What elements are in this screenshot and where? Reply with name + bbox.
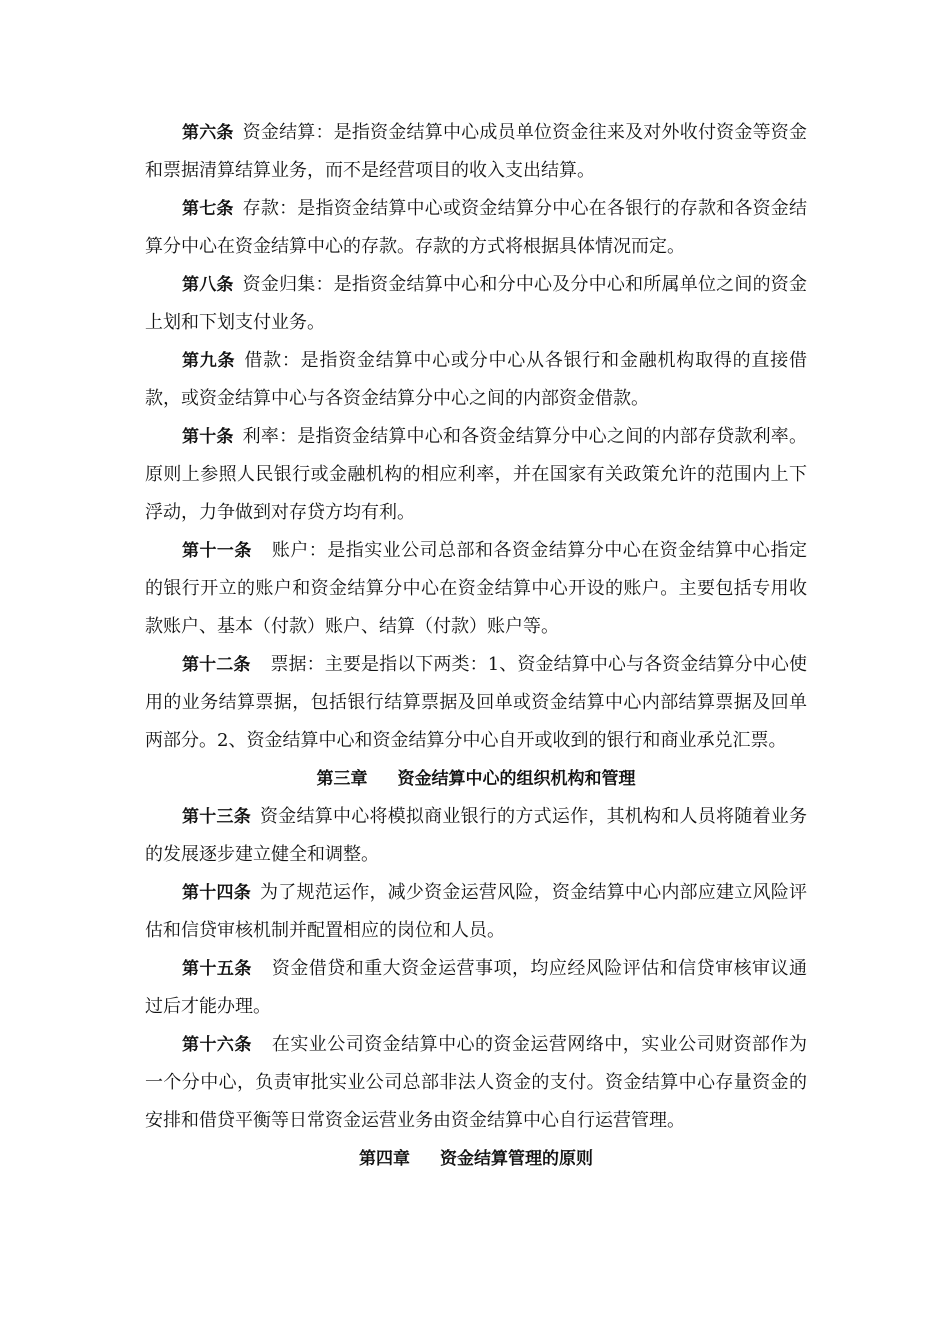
- article-text: 资金结算：是指资金结算中心成员单位资金往来及对外收付资金等资金和票据清算结算业务，而不是经营项目的收入支出结算。: [145, 122, 808, 181]
- article-11: [145, 532, 807, 646]
- article-text: 账户：是指实业公司总部和各资金结算分中心在资金结算中心指定的银行开立的账户和资金结算分中心在资金结算中心开设的账户。主要包括专用收款账户、基本（付款）账户、结算（付款）账户等。: [145, 540, 807, 637]
- article-number: 第十条: [182, 427, 234, 447]
- chapter-title: 资金结算中心的组织机构和管理: [397, 769, 636, 789]
- article-number: 第十五条: [182, 959, 252, 979]
- chapter-4-heading: [145, 1140, 807, 1178]
- article-10: [145, 418, 807, 532]
- article-8: [145, 266, 807, 342]
- article-number: 第十六条: [182, 1035, 252, 1055]
- article-number: 第六条: [182, 123, 234, 143]
- article-text: 为了规范运作，减少资金运营风险，资金结算中心内部应建立风险评估和信贷审核机制并配置相应的岗位和人员。: [145, 882, 808, 941]
- article-number: 第十三条: [182, 807, 251, 827]
- article-15: [145, 950, 807, 1026]
- article-6: [145, 114, 807, 190]
- article-text: 借款：是指资金结算中心或分中心从各银行和金融机构取得的直接借款，或资金结算中心与各资金结算分中心之间的内部资金借款。: [145, 350, 807, 409]
- chapter-number: 第四章: [359, 1149, 410, 1169]
- article-text: 票据：主要是指以下两类：1、资金结算中心与各资金结算分中心使用的业务结算票据，包括银行结算票据及回单或资金结算中心内部结算票据及回单两部分。2、资金结算中心和资金结算分中心自开或收到的银行和商业承兑汇票。: [145, 654, 808, 751]
- document-page: [145, 114, 807, 1178]
- article-text: 在实业公司资金结算中心的资金运营网络中，实业公司财资部作为一个分中心，负责审批实业公司总部非法人资金的支付。资金结算中心存量资金的安排和借贷平衡等日常资金运营业务由资金结算中心自行运营管理。: [145, 1034, 807, 1131]
- article-14: [145, 874, 807, 950]
- article-12: [145, 646, 807, 760]
- article-7: [145, 190, 807, 266]
- article-9: [145, 342, 807, 418]
- article-text: 资金借贷和重大资金运营事项，均应经风险评估和信贷审核审议通过后才能办理。: [145, 958, 807, 1017]
- article-16: [145, 1026, 807, 1140]
- article-number: 第七条: [182, 199, 234, 219]
- article-number: 第八条: [182, 275, 234, 295]
- article-number: 第十二条: [182, 655, 251, 675]
- chapter-number: 第三章: [316, 769, 368, 789]
- article-13: [145, 798, 807, 874]
- article-text: 资金结算中心将模拟商业银行的方式运作，其机构和人员将随着业务的发展逐步建立健全和调整。: [145, 806, 808, 865]
- article-number: 第十四条: [182, 883, 251, 903]
- article-text: 资金归集：是指资金结算中心和分中心及分中心和所属单位之间的资金上划和下划支付业务。: [145, 274, 808, 333]
- article-text: 存款：是指资金结算中心或资金结算分中心在各银行的存款和各资金结算分中心在资金结算中心的存款。存款的方式将根据具体情况而定。: [145, 198, 808, 257]
- article-number: 第九条: [182, 351, 236, 371]
- article-number: 第十一条: [182, 541, 252, 561]
- article-text: 利率：是指资金结算中心和各资金结算分中心之间的内部存贷款利率。原则上参照人民银行或金融机构的相应利率，并在国家有关政策允许的范围内上下浮动，力争做到对存贷方均有利。: [145, 426, 808, 523]
- chapter-title: 资金结算管理的原则: [440, 1149, 593, 1169]
- chapter-3-heading: [145, 760, 807, 798]
